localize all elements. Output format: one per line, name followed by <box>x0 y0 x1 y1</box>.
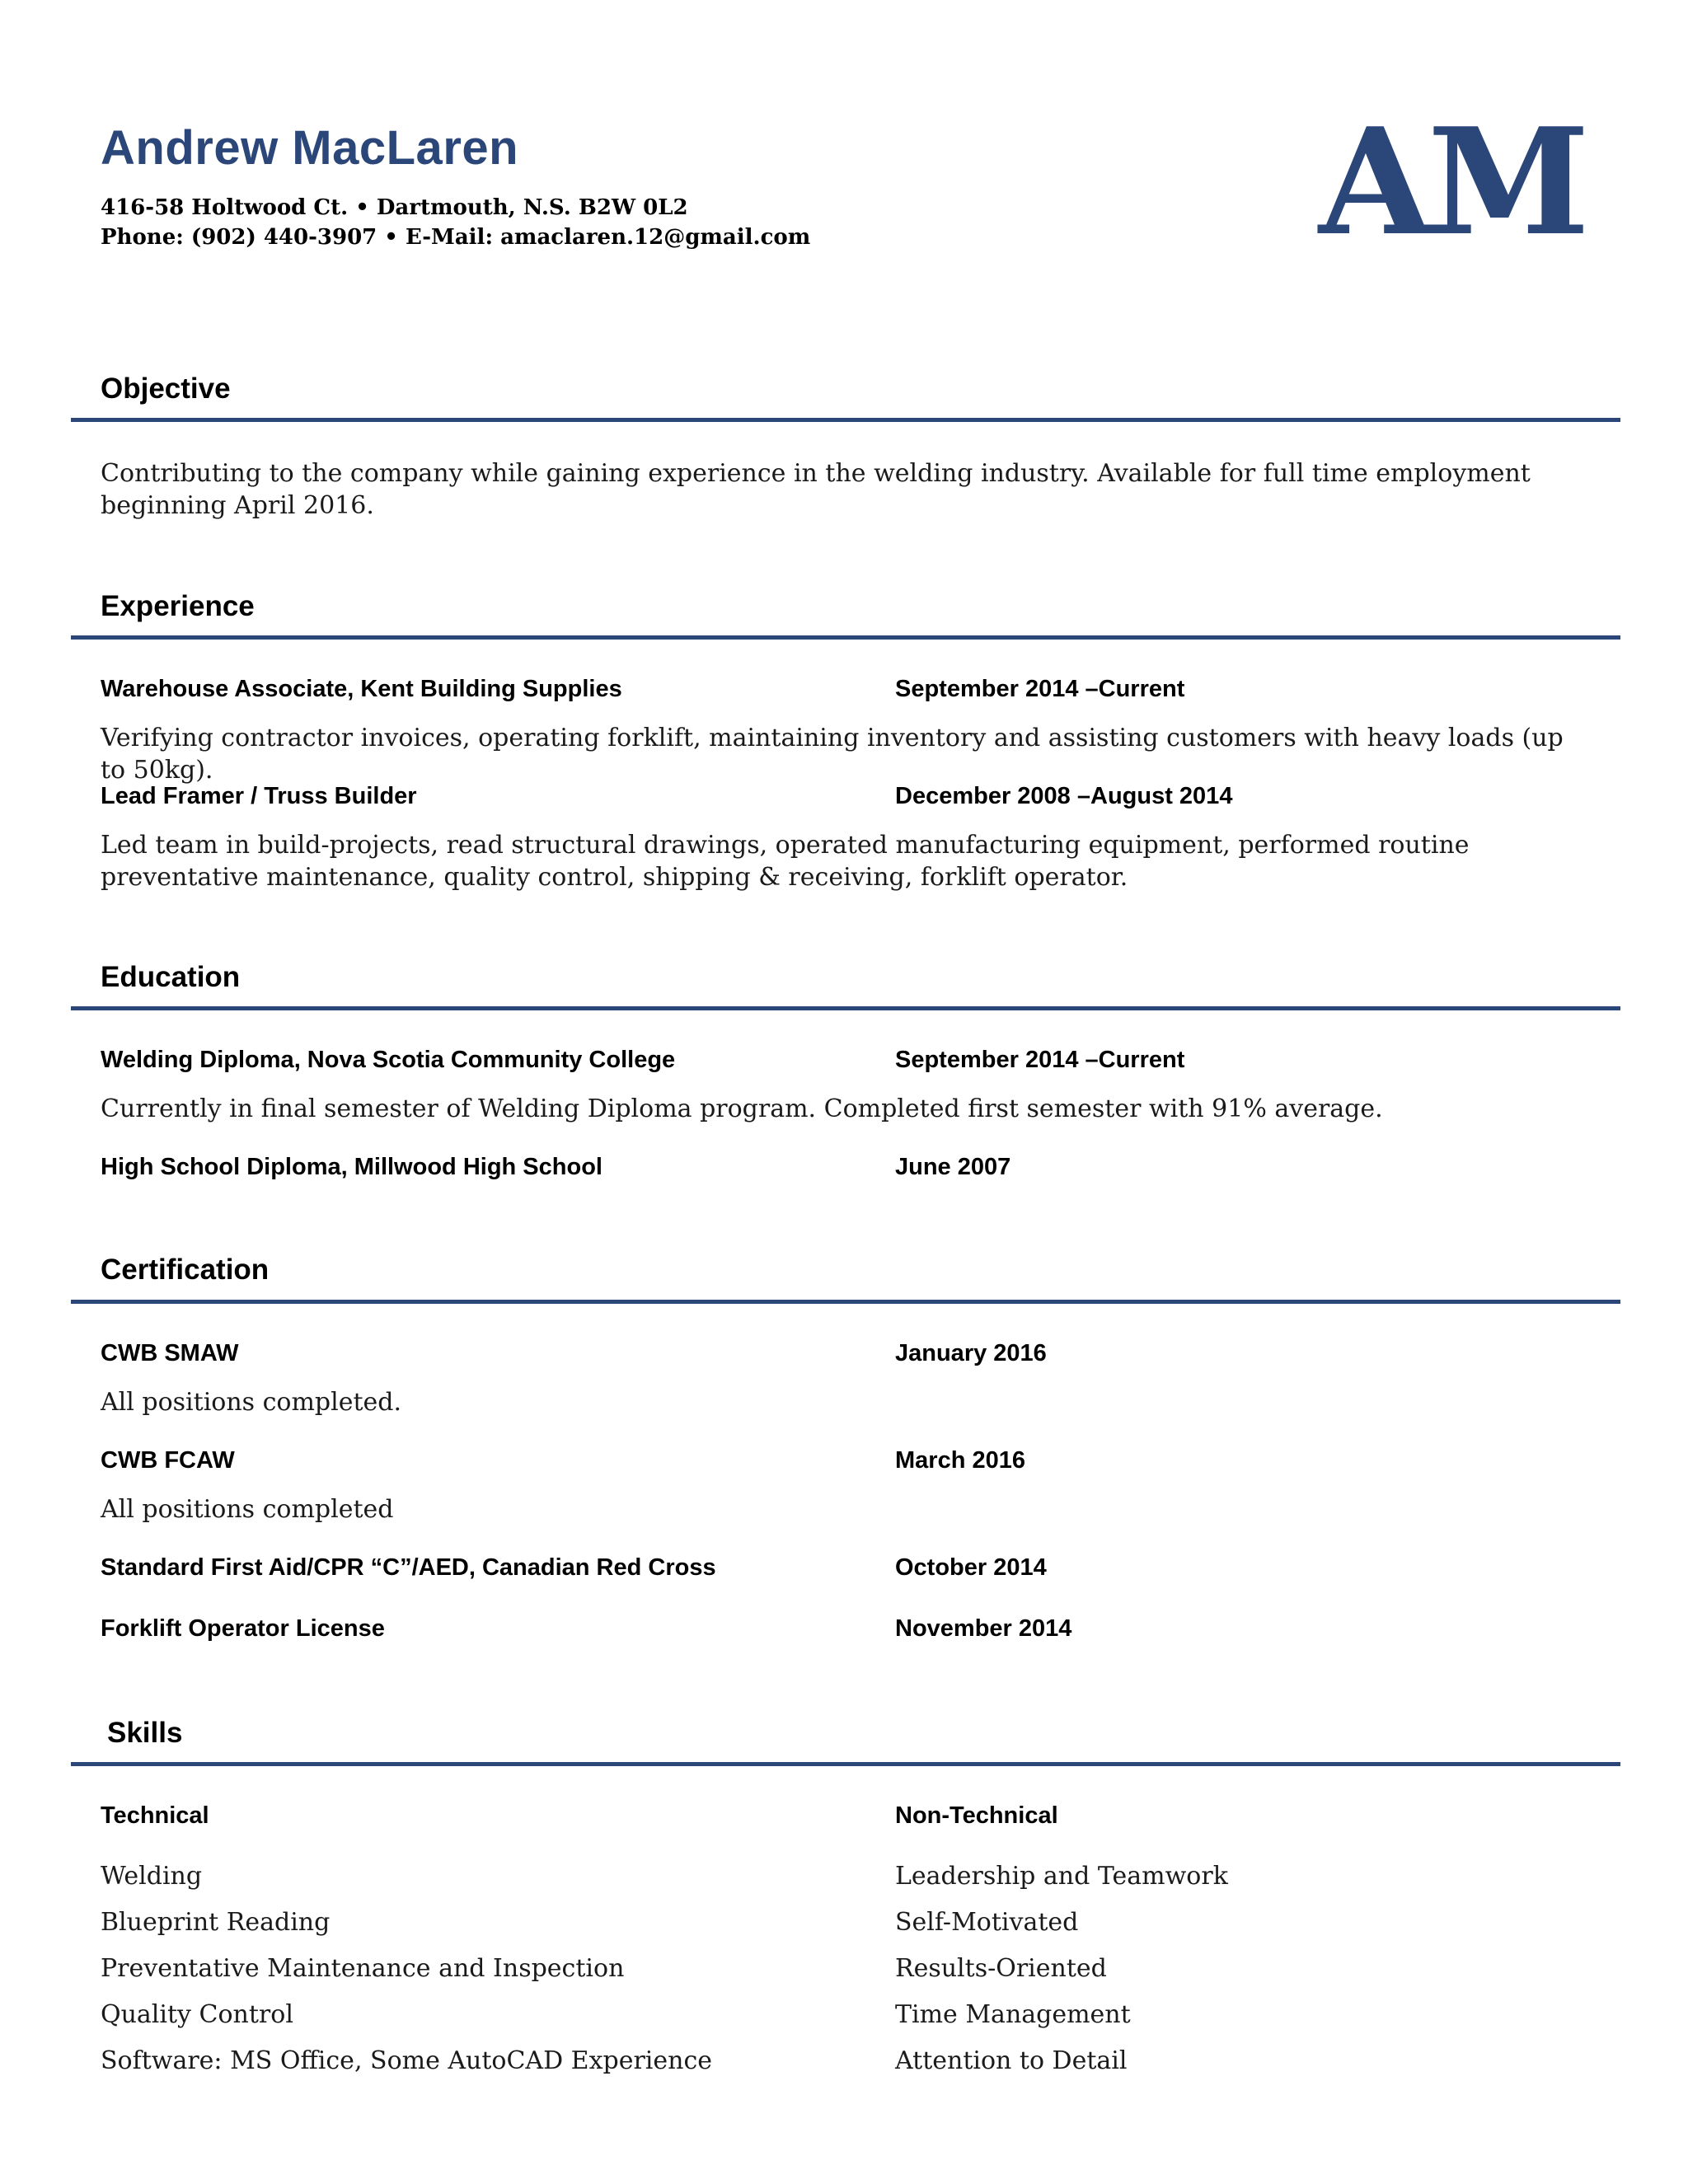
education-item-date: June 2007 <box>895 1154 1011 1180</box>
contact-line: Phone: (902) 440-3907 • E-Mail: amaclaren.12@gmail.com <box>101 225 811 250</box>
candidate-name: Andrew MacLaren <box>101 121 519 175</box>
certification-item-title: CWB FCAW <box>101 1447 235 1474</box>
technical-skill-item: Blueprint Reading <box>101 1908 331 1937</box>
technical-skill-item: Quality Control <box>101 2000 293 2029</box>
certification-item-date: October 2014 <box>895 1554 1047 1581</box>
education-heading: Education <box>101 961 241 993</box>
experience-item-date: September 2014 –Current <box>895 676 1185 702</box>
experience-heading: Experience <box>101 590 255 622</box>
technical-skill-item: Software: MS Office, Some AutoCAD Experience <box>101 2046 713 2075</box>
education-divider <box>71 1006 1620 1010</box>
certification-item-description: All positions completed <box>101 1495 394 1524</box>
education-item-description: Currently in final semester of Welding Diploma program. Completed first semester with 91% average. <box>101 1094 1383 1123</box>
education-item-title: Welding Diploma, Nova Scotia Community College <box>101 1047 676 1073</box>
certification-item-date: November 2014 <box>895 1615 1072 1642</box>
certification-item-title: Standard First Aid/CPR “C”/AED, Canadian Red Cross <box>101 1554 716 1581</box>
skills-heading: Skills <box>107 1717 183 1749</box>
nontechnical-skill-item: Leadership and Teamwork <box>895 1862 1228 1891</box>
address-line: 416-58 Holtwood Ct. • Dartmouth, N.S. B2W 0L2 <box>101 195 688 220</box>
nontechnical-skill-item: Results-Oriented <box>895 1954 1107 1983</box>
monogram-logo: AM <box>1318 96 1585 268</box>
objective-text: Contributing to the company while gaining experience in the welding industry. Available for full time employment beginning April 2016. <box>101 459 1531 520</box>
experience-item-title: Warehouse Associate, Kent Building Supplies <box>101 676 622 702</box>
skills-divider <box>71 1762 1620 1766</box>
experience-item-title: Lead Framer / Truss Builder <box>101 783 417 809</box>
nontechnical-skills-heading: Non-Technical <box>895 1802 1058 1829</box>
nontechnical-skill-item: Attention to Detail <box>895 2046 1128 2075</box>
education-item-title: High School Diploma, Millwood High School <box>101 1154 603 1180</box>
experience-item-description: Led team in build-projects, read structural drawings, operated manufacturing equipment, performed routine preventative maintenance, quality control, shipping & receiving, forklift operator. <box>101 831 1470 892</box>
experience-item-date: December 2008 –August 2014 <box>895 783 1233 809</box>
nontechnical-skill-item: Time Management <box>895 2000 1131 2029</box>
objective-divider <box>71 418 1620 422</box>
certification-divider <box>71 1300 1620 1304</box>
certification-heading: Certification <box>101 1254 270 1286</box>
nontechnical-skill-item: Self-Motivated <box>895 1908 1079 1937</box>
certification-item-title: Forklift Operator License <box>101 1615 385 1642</box>
education-item-date: September 2014 –Current <box>895 1047 1185 1073</box>
certification-item-title: CWB SMAW <box>101 1340 239 1366</box>
experience-divider <box>71 635 1620 640</box>
certification-item-date: January 2016 <box>895 1340 1047 1366</box>
certification-item-description: All positions completed. <box>101 1388 402 1417</box>
objective-heading: Objective <box>101 373 231 405</box>
technical-skills-heading: Technical <box>101 1802 209 1829</box>
technical-skill-item: Preventative Maintenance and Inspection <box>101 1954 625 1983</box>
certification-item-date: March 2016 <box>895 1447 1025 1474</box>
experience-item-description: Verifying contractor invoices, operating forklift, maintaining inventory and assisting customers with heavy loads (up to 50kg). <box>101 724 1564 785</box>
technical-skill-item: Welding <box>101 1862 203 1891</box>
